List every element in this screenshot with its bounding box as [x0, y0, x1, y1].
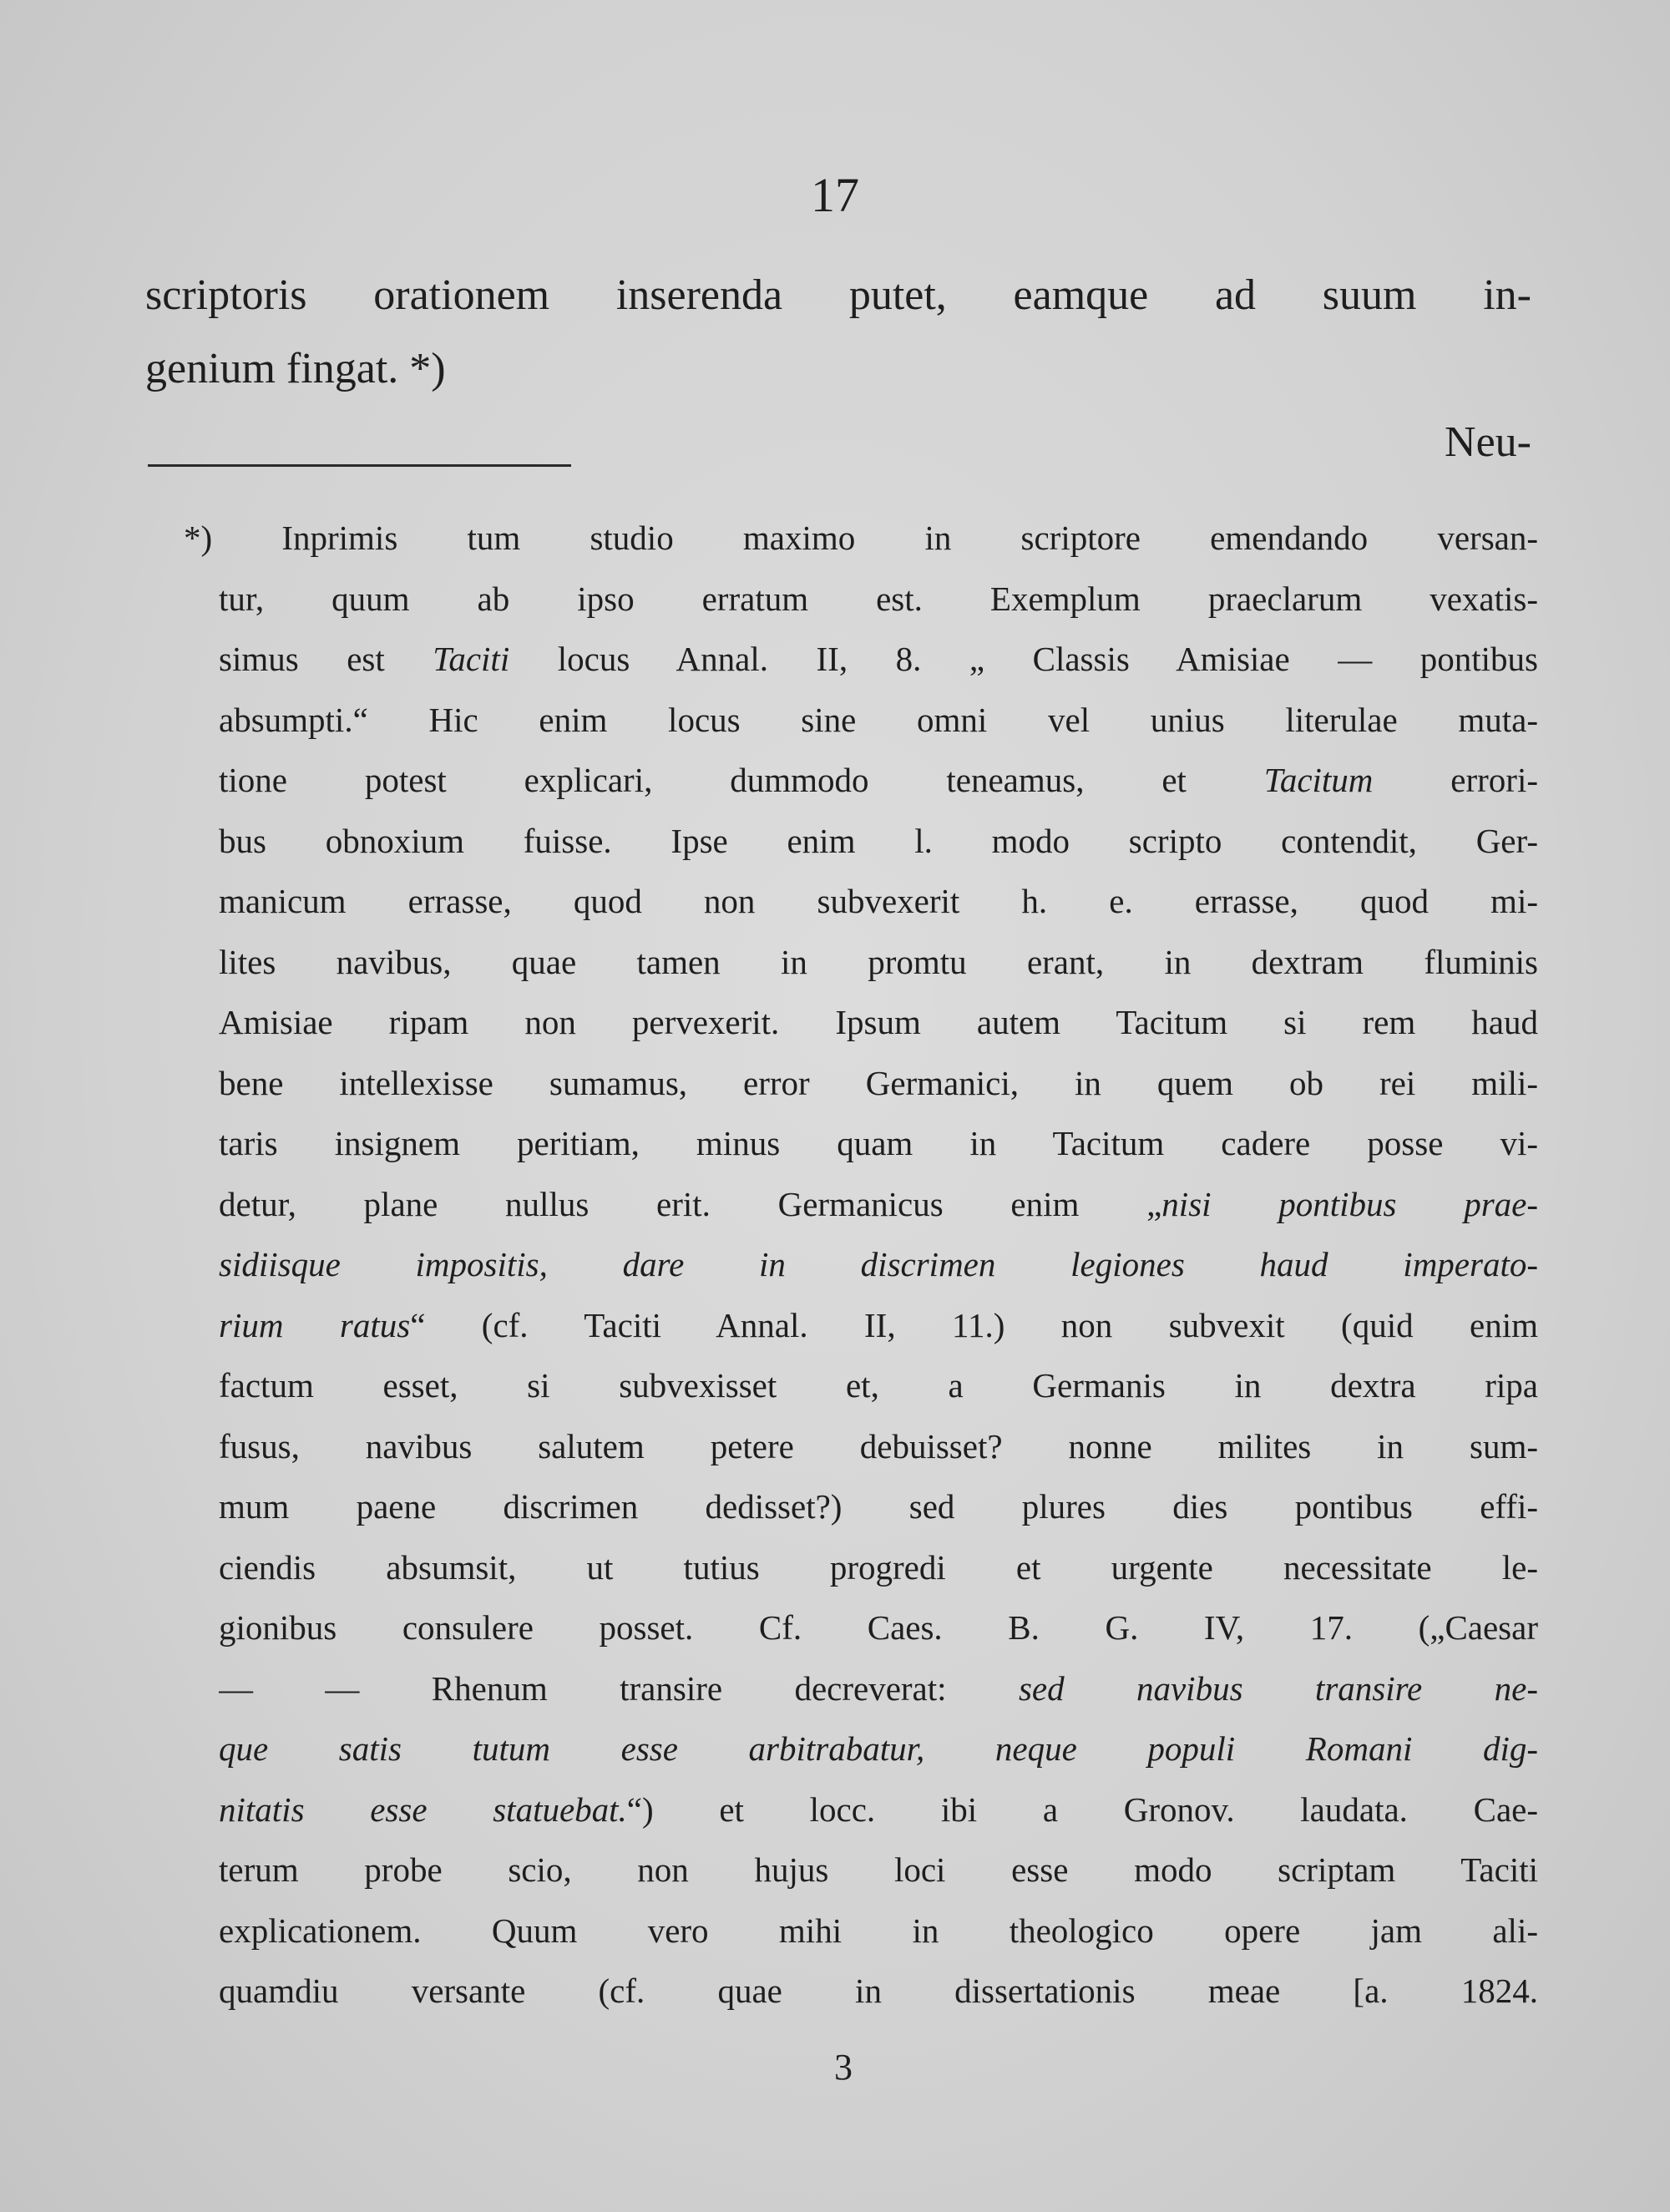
- footnote-line: [219, 1901, 1538, 1961]
- footnote-separator-rule: [148, 464, 571, 467]
- italic-text: nisi pontibus prae-: [1161, 1184, 1538, 1223]
- footnote-line: [219, 690, 1538, 751]
- text-segment: explicationem. Quum vero mihi in theologico opere jam ali-: [219, 1911, 1538, 1950]
- main-text: [145, 259, 1531, 479]
- footnote-line: [219, 1174, 1538, 1235]
- text-segment: gionibus consulere posset. Cf. Caes. B. G. IV, 17. („Caesar: [219, 1608, 1538, 1647]
- italic-text: sed navibus transire ne-: [1018, 1668, 1538, 1708]
- text-segment: mum paene discrimen dedisset?) sed plures dies pontibus effi-: [219, 1487, 1538, 1526]
- footnote-line: [219, 1597, 1538, 1658]
- text-segment: scriptoris orationem inserenda putet, eamque ad suum in-: [145, 271, 1531, 319]
- text-segment: factum esset, si subvexisset et, a Germanis in dextra ripa: [219, 1366, 1538, 1405]
- footnote-line: [219, 1053, 1538, 1114]
- footnote-line: [219, 1658, 1538, 1719]
- italic-text: rium ratus: [219, 1305, 411, 1344]
- italic-text: Taciti: [433, 640, 510, 678]
- italic-text: nitatis esse statuebat.: [219, 1789, 627, 1829]
- main_text-line: [145, 332, 1531, 406]
- footnote-line: [219, 629, 1538, 690]
- footnote-line: [219, 871, 1538, 932]
- text-segment: absumpti.“ Hic enim locus sine omni vel unius literulae muta-: [219, 700, 1538, 739]
- text-segment: errori-: [1373, 761, 1538, 799]
- text-segment: bene intellexisse sumamus, error Germanici, in quem ob rei mili-: [219, 1063, 1538, 1102]
- footnote-line: [219, 1537, 1538, 1598]
- footnote-line: [219, 1718, 1538, 1779]
- footnote-line: [219, 1113, 1538, 1174]
- text-segment: Neu-: [1445, 418, 1531, 466]
- text-segment: simus est: [219, 640, 433, 678]
- footnote-line: [219, 1355, 1538, 1416]
- footnote-line: [219, 1234, 1538, 1295]
- footnote-line: [219, 811, 1538, 872]
- text-segment: terum probe scio, non hujus loci esse modo scriptam Taciti: [219, 1850, 1538, 1889]
- text-segment: detur, plane nullus erit. Germanicus enim „: [219, 1184, 1162, 1223]
- text-segment: ciendis absumsit, ut tutius progredi et urgente necessitate le-: [219, 1547, 1538, 1587]
- text-segment: “) et locc. ibi a Gronov. laudata. Cae-: [626, 1789, 1538, 1829]
- footnote-line: [219, 1961, 1538, 2022]
- page-number: 17: [811, 168, 859, 222]
- footnote: [184, 508, 1538, 2022]
- text-segment: Amisiae ripam non pervexerit. Ipsum autem Tacitum si rem haud: [219, 1003, 1538, 1041]
- text-segment: tur, quum ab ipso erratum est. Exemplum praeclarum vexatis-: [219, 579, 1538, 618]
- text-segment: lites navibus, quae tamen in promtu erant, in dextram fluminis: [219, 942, 1538, 981]
- footnote-line: [219, 1779, 1538, 1840]
- text-segment: genium fingat. *): [145, 345, 446, 392]
- text-segment: — — Rhenum transire decreverat:: [219, 1668, 1019, 1708]
- text-segment: “ (cf. Taciti Annal. II, 11.) non subvexit (quid enim: [410, 1305, 1538, 1344]
- footnote-line: [219, 992, 1538, 1053]
- italic-text: Tacitum: [1263, 761, 1374, 799]
- text-segment: fusus, navibus salutem petere debuisset? nonne milites in sum-: [219, 1426, 1538, 1465]
- italic-text: que satis tutum esse arbitrabatur, neque populi Romani dig-: [219, 1729, 1538, 1768]
- text-segment: taris insignem peritiam, minus quam in Tacitum cadere posse vi-: [219, 1124, 1538, 1162]
- footnote-line: [219, 750, 1538, 811]
- footnote-line: [219, 932, 1538, 993]
- footnote-line: [219, 1840, 1538, 1901]
- footnote-line: [219, 569, 1538, 630]
- footnote-line: [219, 1416, 1538, 1477]
- main_text-line: [145, 406, 1531, 479]
- footnote-line: [219, 1476, 1538, 1537]
- text-segment: quamdiu versante (cf. quae in dissertationis meae [a. 1824.: [219, 1972, 1538, 2010]
- footnote-line: [184, 508, 1538, 569]
- main_text-line: [145, 259, 1531, 332]
- text-segment: manicum errasse, quod non subvexerit h. e. errasse, quod mi-: [219, 882, 1538, 920]
- footnote-line: [219, 1295, 1538, 1356]
- text-segment: tione potest explicari, dummodo teneamus, et: [219, 761, 1264, 799]
- text-segment: *) Inprimis tum studio maximo in scriptore emendando versan-: [184, 519, 1538, 557]
- text-segment: locus Annal. II, 8. „ Classis Amisiae — pontibus: [509, 640, 1538, 678]
- signature-mark: 3: [834, 2047, 853, 2088]
- italic-text: sidiisque impositis, dare in discrimen legiones haud imperato-: [219, 1245, 1538, 1283]
- text-segment: bus obnoxium fuisse. Ipse enim l. modo scripto contendit, Ger-: [219, 821, 1538, 860]
